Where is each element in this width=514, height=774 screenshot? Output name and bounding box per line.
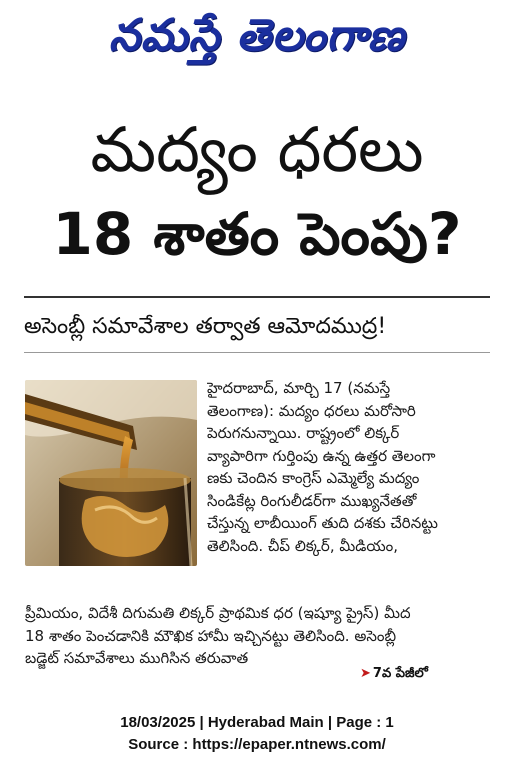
footer-source: Source : https://epaper.ntnews.com/ bbox=[128, 736, 386, 753]
body-line: హైదరాబాద్, మార్చి 17 (నమస్తే bbox=[207, 379, 391, 397]
masthead bbox=[0, 6, 514, 76]
footer bbox=[0, 712, 514, 756]
continued-label: 7వ పేజీలో bbox=[372, 666, 428, 681]
article-body-full-width bbox=[25, 602, 490, 670]
arrow-right-icon: ➤ bbox=[360, 666, 371, 681]
body-line: సిండికేట్ల రింగులీడర్‌గా ముఖ్యనేతతో bbox=[207, 491, 417, 510]
liquor-pour-photo bbox=[25, 380, 197, 566]
divider-top bbox=[24, 296, 490, 298]
body-line: తెలిసింది. చీప్ లిక్కర్, మీడియం, bbox=[207, 536, 398, 555]
liquor-glass-icon bbox=[25, 380, 197, 566]
headline-line-2: 18 శాతం పెంపు? bbox=[52, 200, 462, 268]
footer-date-edition: 18/03/2025 | Hyderabad Main | Page : 1 bbox=[120, 714, 394, 731]
body-line: 18 శాతం పెంచడానికి మౌఖిక హామీ ఇచ్చినట్టు తెలిసింది. అసెంబ్లీ bbox=[25, 626, 397, 645]
body-line: తెలంగాణ): మద్యం ధరలు మరోసారి bbox=[207, 401, 416, 420]
body-line: బడ్జెట్ సమావేశాలు ముగిసిన తరువాత bbox=[25, 649, 249, 667]
body-line: చేస్తున్న లాబీయింగ్ తుది దశకు చేరినట్టు bbox=[207, 514, 438, 532]
headline-line-1: మద్యం ధరలు bbox=[90, 113, 424, 186]
body-line: పెరుగనున్నాయి. రాష్ట్రంలో లిక్కర్ bbox=[207, 424, 400, 442]
article-body-column bbox=[207, 377, 490, 557]
continued-on-page-link[interactable] bbox=[360, 666, 428, 684]
divider-bottom bbox=[24, 352, 490, 353]
body-line: వ్యాపారిగా గుర్తింపు ఉన్న ఉత్తర తెలంగా bbox=[207, 446, 436, 465]
body-line: ప్రీమియం, విదేశీ దిగుమతి లిక్కర్ ప్రాథమిక ధర (ఇష్యూ ప్రైస్) మీద bbox=[25, 604, 411, 622]
subheadline: అసెంబ్లీ సమావేశాల తర్వాత ఆమోదముద్ర! bbox=[24, 314, 387, 339]
masthead-title: నమస్తే తెలంగాణ bbox=[108, 10, 406, 61]
body-line: ణకు చెందిన కాంగ్రెస్ ఎమ్మెల్యే మద్యం bbox=[207, 469, 420, 487]
